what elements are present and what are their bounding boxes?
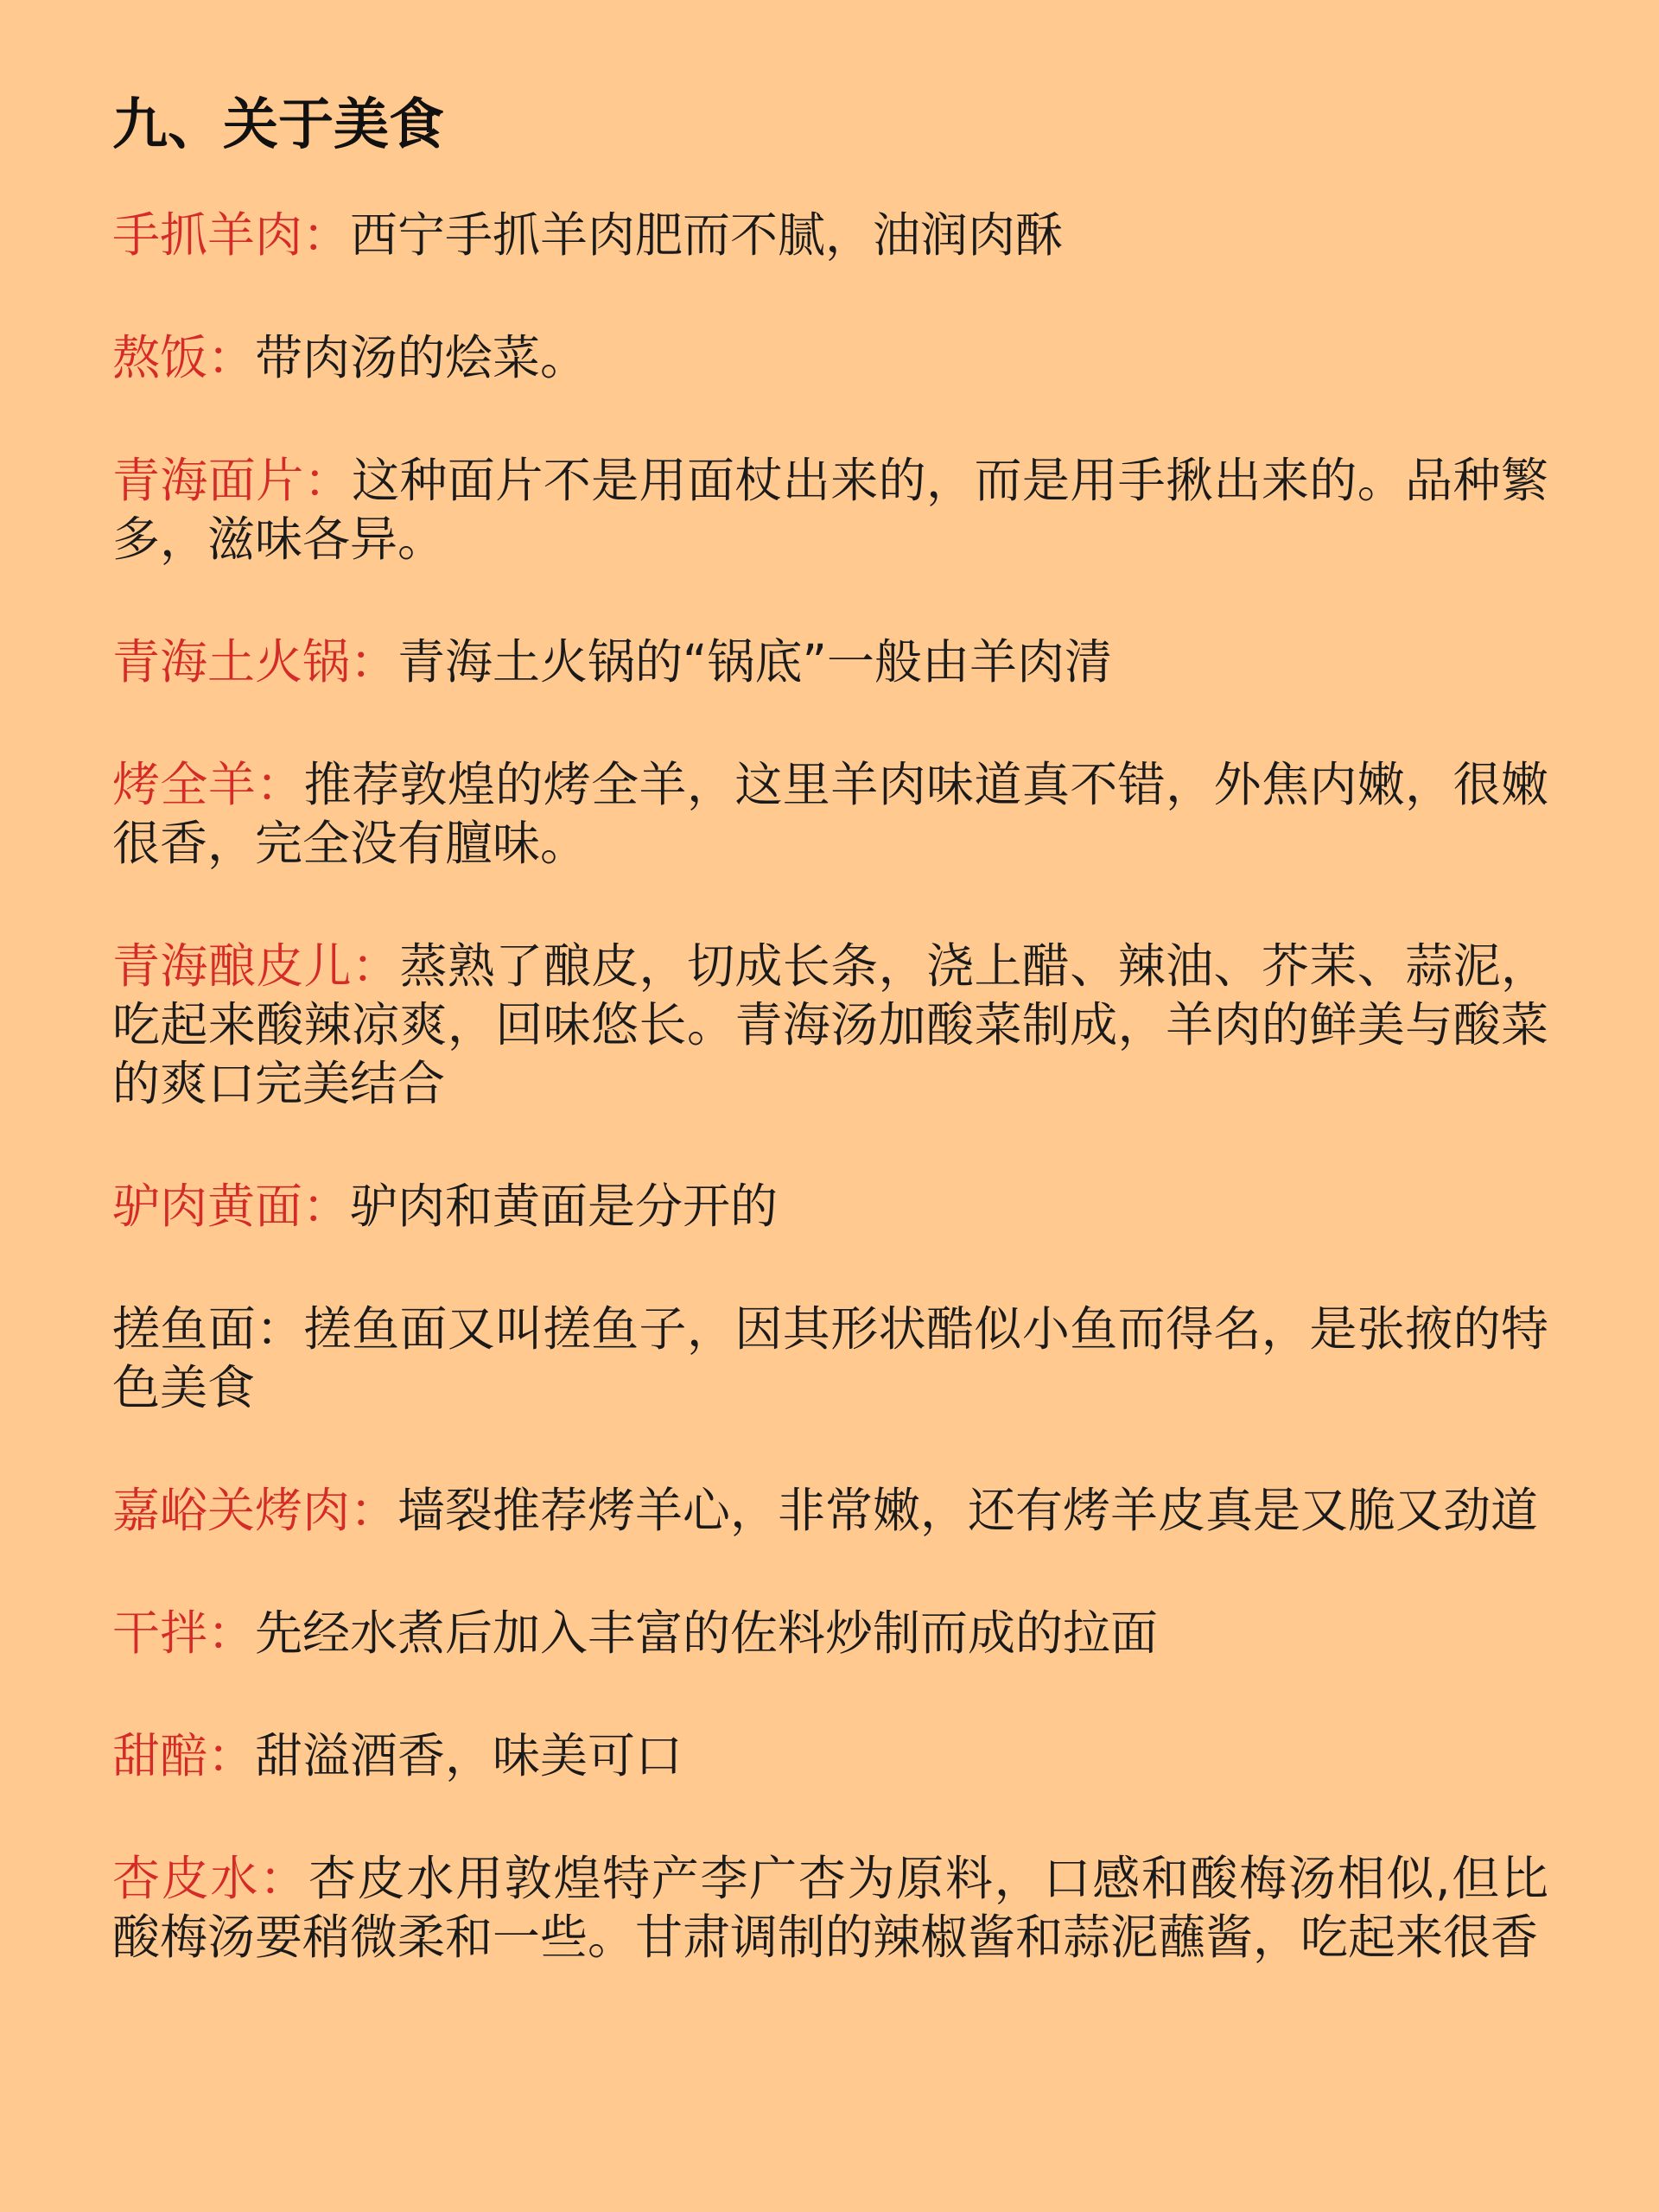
food-description: 西宁手抓羊肉肥而不腻，油润肉酥	[350, 207, 1064, 263]
food-entry-ganban	[112, 1604, 1548, 1662]
food-description: 青海土火锅的“锅底”一般由羊肉清	[397, 634, 1113, 690]
food-description: 甜溢酒香，味美可口	[255, 1728, 683, 1783]
food-description: 搓鱼面又叫搓鱼子，因其形状酷似小鱼而得名，是张掖的特色美食	[112, 1301, 1548, 1415]
food-entry-qinghai-niangpier	[112, 937, 1548, 1113]
food-entry-lvrou-huangmian	[112, 1177, 1548, 1236]
food-name: 手抓羊肉：	[112, 207, 351, 263]
food-description: 推荐敦煌的烤全羊，这里羊肉味道真不错，外焦内嫩，很嫩很香，完全没有膻味。	[112, 757, 1548, 871]
food-description: 蒸熟了酿皮，切成长条，浇上醋、辣油、芥茉、蒜泥，吃起来酸辣凉爽，回味悠长。青海汤加酸菜制成，羊肉的鲜美与酸菜的爽口完美结合	[112, 938, 1548, 1111]
food-entry-qinghai-mianpian	[112, 451, 1548, 569]
food-name: 熬饭：	[112, 330, 256, 385]
food-entry-aofan	[112, 328, 1548, 387]
food-description: 杏皮水用敦煌特产李广杏为原料，口感和酸梅汤相似,但比酸梅汤要稍微柔和一些。甘肃调制的辣椒酱和蒜泥蘸酱，吃起来很香	[112, 1851, 1548, 1965]
food-name: 青海酿皮儿：	[112, 938, 400, 994]
food-description: 带肉汤的烩菜。	[255, 330, 588, 385]
food-entry-xingpishui	[112, 1849, 1548, 1967]
food-entry-jiayuguan-kaorou	[112, 1481, 1548, 1540]
food-name: 驴肉黄面：	[112, 1179, 351, 1234]
food-entry-tianpei	[112, 1726, 1548, 1785]
food-entry-cuoyumian	[112, 1300, 1548, 1417]
food-description: 驴肉和黄面是分开的	[350, 1179, 779, 1234]
food-description: 先经水煮后加入丰富的佐料炒制而成的拉面	[255, 1605, 1159, 1661]
food-entry-qinghai-tuhuoguo	[112, 632, 1548, 691]
food-name: 杏皮水：	[112, 1851, 308, 1906]
food-name: 青海土火锅：	[112, 634, 398, 690]
food-entry-shouzhua-yangrou	[112, 206, 1548, 264]
section-heading: 九、关于美食	[112, 93, 444, 157]
food-name: 嘉峪关烤肉：	[112, 1483, 398, 1538]
food-name: 青海面片：	[112, 453, 353, 508]
food-name: 烤全羊：	[112, 757, 304, 812]
food-entry-kaoquanyang	[112, 755, 1548, 873]
food-name: 搓鱼面：	[112, 1301, 304, 1357]
food-description: 墙裂推荐烤羊心，非常嫩，还有烤羊皮真是又脆又劲道	[397, 1483, 1539, 1538]
food-name: 甜醅：	[112, 1728, 256, 1783]
food-name: 干拌：	[112, 1605, 256, 1661]
food-description: 这种面片不是用面杖出来的，而是用手揪出来的。品种繁多，滋味各异。	[112, 453, 1548, 567]
